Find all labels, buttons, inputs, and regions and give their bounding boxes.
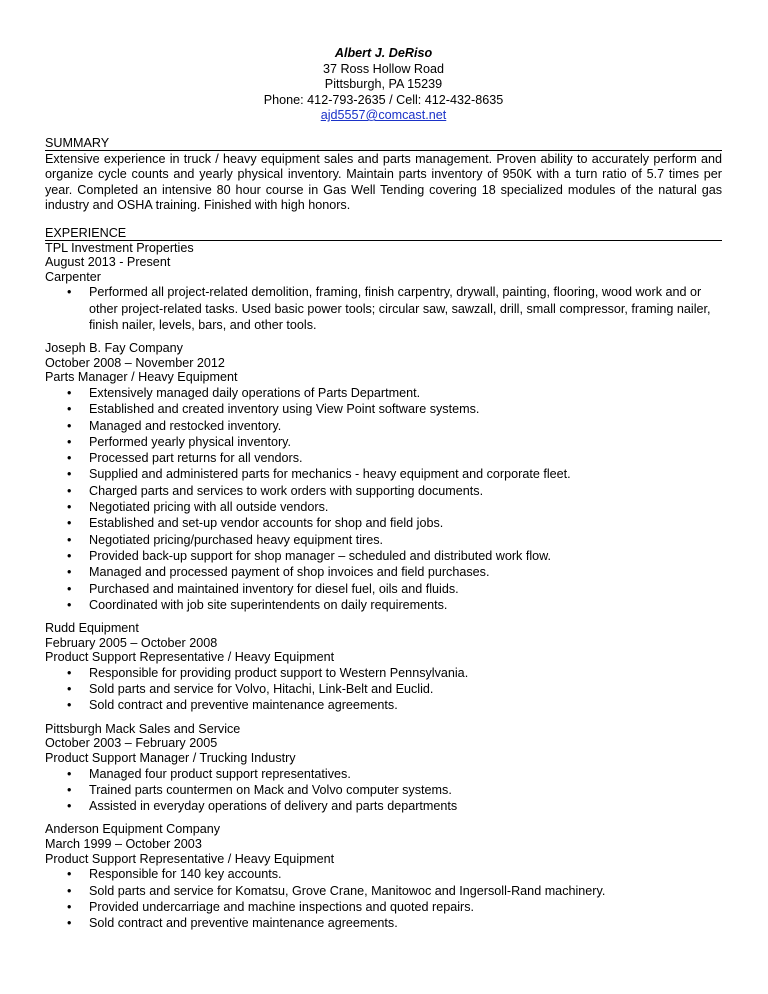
duty-text: Supplied and administered parts for mechanics - heavy equipment and corporate fleet.: [89, 467, 571, 482]
duty-item: [45, 532, 722, 548]
bullet-icon: •: [67, 467, 72, 482]
job-company: Rudd Equipment: [45, 621, 139, 636]
duty-text: Trained parts countermen on Mack and Volvo computer systems.: [89, 782, 452, 797]
duty-item: [45, 284, 722, 333]
bullet-icon: •: [67, 385, 72, 400]
bullet-icon: •: [67, 597, 72, 612]
job-dates: March 1999 – October 2003: [45, 837, 202, 852]
resume-page: [45, 46, 722, 931]
bullet-icon: •: [67, 418, 72, 433]
duty-text: Performed all project-related demolition, framing, finish carpentry, drywall, painting, flooring, wood work and or other project-related tasks. Used basic power tools; circular saw, sawzall, drill, small compressor, framing nailer, finish nailer, levels, bars, and other tools.: [89, 285, 711, 332]
bullet-icon: •: [67, 434, 72, 449]
job-entry: [45, 341, 722, 613]
duty-text: Provided back-up support for shop manager – scheduled and distributed work flow.: [89, 548, 552, 563]
duty-item: [45, 401, 722, 417]
duty-item: [45, 581, 722, 597]
job-entry: [45, 722, 722, 815]
duty-text: Purchased and maintained inventory for diesel fuel, oils and fluids.: [89, 581, 459, 596]
duty-text: Negotiated pricing with all outside vendors.: [89, 500, 329, 515]
summary-text: Extensive experience in truck / heavy equipment sales and parts management. Proven ability to accurately perform and organize cycle counts and yearly physical inventory. Maintain parts inventory of 950K with a turn ratio of 5.7 times per year. Completed an intensive 80 hour course in Gas Well Tending covering 18 specialized modules of the natural gas industry and OSHA training. Finished with high honors.: [45, 151, 722, 212]
duty-item: [45, 564, 722, 580]
bullet-icon: •: [67, 899, 72, 914]
duty-text: Managed and restocked inventory.: [89, 418, 282, 433]
bullet-icon: •: [67, 665, 72, 680]
duty-text: Sold parts and service for Volvo, Hitachi, Link-Belt and Euclid.: [89, 682, 434, 697]
bullet-icon: •: [67, 516, 72, 531]
job-duties-list: [45, 866, 722, 931]
duty-text: Responsible for providing product support to Western Pennsylvania.: [89, 665, 469, 680]
duty-text: Managed four product support representatives.: [89, 766, 351, 781]
bullet-icon: •: [67, 766, 72, 781]
bullet-icon: •: [67, 532, 72, 547]
bullet-icon: •: [67, 581, 72, 596]
duty-text: Responsible for 140 key accounts.: [89, 867, 282, 882]
bullet-icon: •: [67, 867, 72, 882]
job-entry: [45, 241, 722, 334]
duty-text: Sold parts and service for Komatsu, Grove Crane, Manitowoc and Ingersoll-Rand machinery.: [89, 883, 606, 898]
duty-item: [45, 483, 722, 499]
duty-item: [45, 899, 722, 915]
duty-item: [45, 385, 722, 401]
bullet-icon: •: [67, 916, 72, 931]
duty-text: Extensively managed daily operations of Parts Department.: [89, 385, 421, 400]
duty-text: Negotiated pricing/purchased heavy equipment tires.: [89, 532, 384, 547]
duty-item: [45, 697, 722, 713]
job-dates: October 2003 – February 2005: [45, 736, 218, 751]
duty-item: [45, 766, 722, 782]
duty-item: [45, 499, 722, 515]
job-role: Product Support Representative / Heavy Equipment: [45, 650, 335, 665]
address-line-2: Pittsburgh, PA 15239: [324, 77, 443, 91]
experience-list: [45, 241, 722, 932]
bullet-icon: •: [67, 285, 72, 300]
duty-text: Established and set-up vendor accounts for shop and field jobs.: [89, 516, 444, 531]
bullet-icon: •: [67, 402, 72, 417]
duty-item: [45, 866, 722, 882]
bullet-icon: •: [67, 682, 72, 697]
job-role: Carpenter: [45, 269, 102, 284]
job-company: Pittsburgh Mack Sales and Service: [45, 721, 241, 736]
job-duties-list: [45, 284, 722, 333]
duty-text: Charged parts and services to work orders with supporting documents.: [89, 483, 484, 498]
job-duties-list: [45, 385, 722, 613]
duty-item: [45, 434, 722, 450]
duty-item: [45, 515, 722, 531]
bullet-icon: •: [67, 483, 72, 498]
duty-item: [45, 798, 722, 814]
summary-heading: SUMMARY: [45, 136, 722, 151]
duty-text: Performed yearly physical inventory.: [89, 434, 292, 449]
duty-item: [45, 883, 722, 899]
duty-item: [45, 466, 722, 482]
duty-text: Managed and processed payment of shop invoices and field purchases.: [89, 565, 490, 580]
job-role: Parts Manager / Heavy Equipment: [45, 370, 238, 385]
duty-text: Coordinated with job site superintendents on daily requirements.: [89, 597, 448, 612]
duty-text: Processed part returns for all vendors.: [89, 451, 303, 466]
resume-header: [45, 46, 722, 124]
bullet-icon: •: [67, 799, 72, 814]
bullet-icon: •: [67, 698, 72, 713]
duty-text: Sold contract and preventive maintenance agreements.: [89, 916, 398, 931]
duty-item: [45, 665, 722, 681]
job-role: Product Support Representative / Heavy Equipment: [45, 851, 335, 866]
duty-item: [45, 548, 722, 564]
job-duties-list: [45, 665, 722, 714]
job-company: Anderson Equipment Company: [45, 822, 221, 837]
address-line-1: 37 Ross Hollow Road: [322, 61, 445, 76]
job-company: TPL Investment Properties: [45, 240, 194, 255]
job-duties-list: [45, 766, 722, 815]
bullet-icon: •: [67, 451, 72, 466]
duty-text: Sold contract and preventive maintenance agreements.: [89, 698, 398, 713]
bullet-icon: •: [67, 565, 72, 580]
job-dates: August 2013 - Present: [45, 255, 171, 270]
duty-item: [45, 681, 722, 697]
bullet-icon: •: [67, 548, 72, 563]
duty-text: Established and created inventory using View Point software systems.: [89, 402, 480, 417]
job-role: Product Support Manager / Trucking Industry: [45, 750, 296, 765]
phone-line: Phone: 412-793-2635 / Cell: 412-432-8635: [263, 92, 504, 107]
duty-item: [45, 450, 722, 466]
bullet-icon: •: [67, 782, 72, 797]
duty-text: Assisted in everyday operations of delivery and parts departments: [89, 799, 458, 814]
duty-item: [45, 915, 722, 931]
duty-item: [45, 597, 722, 613]
bullet-icon: •: [67, 500, 72, 515]
duty-item: [45, 782, 722, 798]
duty-item: [45, 418, 722, 434]
job-dates: February 2005 – October 2008: [45, 635, 218, 650]
job-company: Joseph B. Fay Company: [45, 341, 183, 356]
experience-heading: EXPERIENCE: [45, 226, 722, 241]
email-link[interactable]: ajd5557@comcast.net: [320, 108, 447, 122]
bullet-icon: •: [67, 883, 72, 898]
candidate-name: Albert J. DeRiso: [334, 46, 433, 60]
job-dates: October 2008 – November 2012: [45, 355, 225, 370]
job-entry: [45, 822, 722, 931]
job-entry: [45, 621, 722, 714]
duty-text: Provided undercarriage and machine inspections and quoted repairs.: [89, 899, 475, 914]
